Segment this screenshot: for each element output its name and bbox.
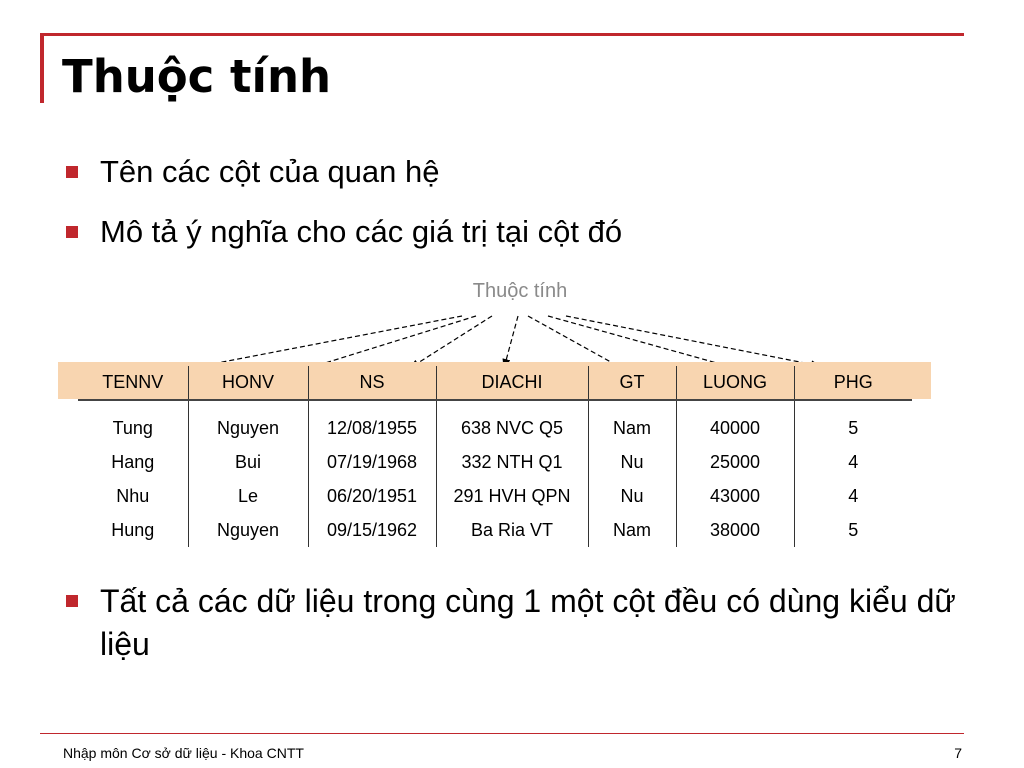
relation-table (78, 366, 912, 547)
bullet-item (62, 580, 977, 666)
table-cell: 43000 (676, 479, 794, 513)
table-cell: Ba Ria VT (436, 513, 588, 547)
column-header: PHG (794, 366, 912, 400)
page-number: 7 (954, 745, 962, 761)
table-cell: Bui (188, 445, 308, 479)
table-cell: 12/08/1955 (308, 400, 436, 445)
footer-course-title: Nhập môn Cơ sở dữ liệu - Khoa CNTT (63, 745, 304, 761)
table-cell: 291 HVH QPN (436, 479, 588, 513)
table-row (78, 400, 912, 445)
table-cell: Nhu (116, 485, 150, 506)
table-row (78, 479, 912, 513)
table-cell: 07/19/1968 (308, 445, 436, 479)
table-cell: Hung (111, 519, 155, 540)
arrow-to-phg (566, 316, 820, 366)
column-header: HONV (188, 366, 308, 400)
table-row (78, 513, 912, 547)
table-row (78, 445, 912, 479)
table-cell: 25000 (676, 445, 794, 479)
table-cell: 638 NVC Q5 (436, 400, 588, 445)
table-cell: 38000 (676, 513, 794, 547)
attribute-annotation-label: Thuộc tính (472, 280, 568, 302)
table-cell: 06/20/1951 (308, 479, 436, 513)
table-cell: 5 (794, 400, 912, 445)
table-cell: Nguyen (188, 400, 308, 445)
square-bullet-icon (66, 595, 78, 607)
table-cell: Nguyen (188, 513, 308, 547)
table-cell: Tung (112, 417, 153, 438)
column-header: GT (588, 366, 676, 400)
table-header-row (78, 366, 912, 400)
table-cell: 332 NTH Q1 (436, 445, 588, 479)
table-cell: Nu (588, 445, 676, 479)
column-header: TENNV (78, 366, 188, 400)
table-cell: 40000 (676, 400, 794, 445)
table-cell: Le (188, 479, 308, 513)
bullet-text: Mô tả ý nghĩa cho các giá trị tại cột đó (100, 214, 623, 249)
column-header: NS (308, 366, 436, 400)
column-header: LUONG (676, 366, 794, 400)
slide-title: Thuộc tính (62, 50, 332, 103)
arrow-to-diachi (504, 316, 518, 368)
bullet-text: Tất cả các dữ liệu trong cùng 1 một cột đều có dùng kiểu dữ liệu (100, 583, 956, 662)
table-cell: Nu (588, 479, 676, 513)
footer-rule (40, 733, 964, 734)
table-cell: Nam (588, 400, 676, 445)
table-cell: 5 (794, 513, 912, 547)
table-cell: Hang (111, 451, 155, 472)
table-cell: 4 (794, 479, 912, 513)
table-cell: Nam (588, 513, 676, 547)
bullet-text: Tên các cột của quan hệ (100, 154, 440, 189)
table-cell: 4 (794, 445, 912, 479)
bullet-list-bottom (62, 580, 977, 686)
column-header: DIACHI (436, 366, 588, 400)
table-cell: 09/15/1962 (308, 513, 436, 547)
